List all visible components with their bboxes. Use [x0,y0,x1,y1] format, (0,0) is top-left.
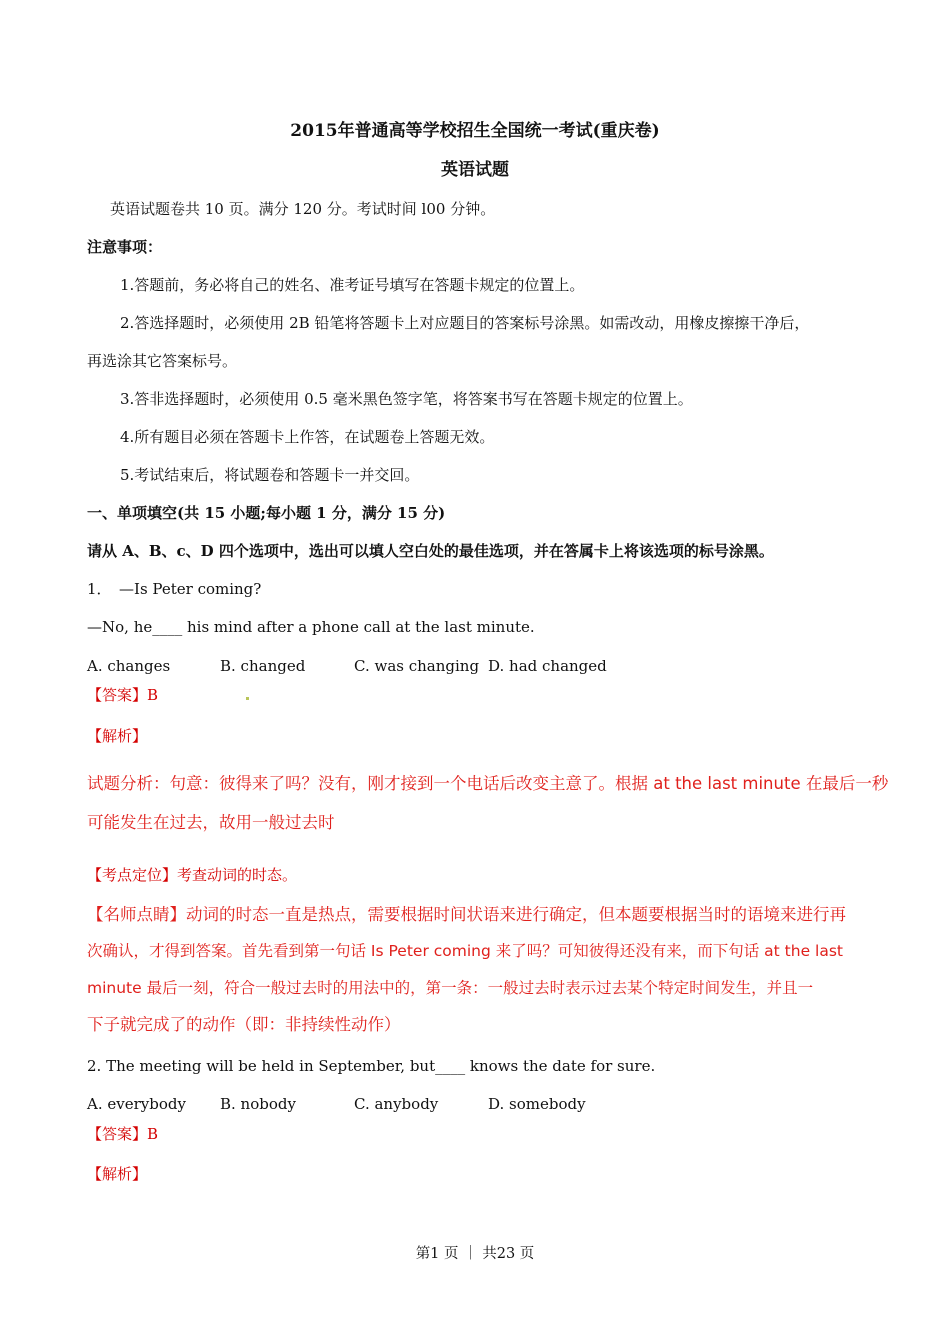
q1-analysis-label: 【解析】 [87,727,148,745]
notice-item: 2.答选择题时，必须使用 2B 铅笔将答题卡上对应题目的答案标号涂黑。如需改动，用橡皮擦擦干净后， [120,314,810,332]
notice-heading: 注意事项： [87,238,163,256]
q1-option-c: C. was changing [354,657,480,675]
q1-analysis-line: 可能发生在过去，故用一般过去时 [87,813,335,832]
notice-item: 5.考试结束后，将试题卷和答题卡一并交回。 [120,466,420,484]
q1-dianjing-line: 【名师点睛】动词的时态一直是热点，需要根据时间状语来进行确定，但本题要根据当时的语境来进行再 [87,905,846,924]
q2-option-a: A. everybody [87,1095,186,1113]
exam-subtitle: 英语试题 [441,160,509,180]
stray-mark [246,697,249,700]
q1-answer: 【答案】B [87,686,159,704]
q1-dianjing-line: minute 最后一刻，符合一般过去时的用法中的，第一条：一般过去时表示过去某个特定时间发生，并且一 [87,979,814,997]
q2-option-d: D. somebody [488,1095,586,1113]
q1-prompt: 1． —Is Peter coming? [87,580,262,598]
q2-answer: 【答案】B [87,1125,159,1143]
section-title: 一、单项填空(共 15 小题;每小题 1 分，满分 15 分) [87,504,446,522]
exam-title: 2015年普通高等学校招生全国统一考试(重庆卷) [290,121,660,141]
q2-option-c: C. anybody [354,1095,439,1113]
q1-analysis-line: 试题分析：句意：彼得来了吗？没有，刚才接到一个电话后改变主意了。根据 at the last minute 在最后一秒 [87,774,889,793]
q2-analysis-label: 【解析】 [87,1165,148,1183]
q1-dianjing-line: 次确认，才得到答案。首先看到第一句话 Is Peter coming 来了吗？可知彼得还没有来，而下句话 at the last [87,942,843,960]
q1-reply: —No, he____ his mind after a phone call at the last minute. [87,618,535,636]
q1-dianjing-line: 下子就完成了的动作（即：非持续性动作） [87,1015,401,1034]
intro-line: 英语试题卷共 10 页。满分 120 分。考试时间 l00 分钟。 [110,200,496,218]
notice-item: 再选涂其它答案标号。 [87,352,238,370]
section-instruction: 请从 A、B、c、D 四个选项中，选出可以填人空白处的最佳选项，并在答属卡上将该选项的标号涂黑。 [87,542,774,560]
q2-option-b: B. nobody [220,1095,296,1113]
q1-option-d: D. had changed [488,657,607,675]
notice-item: 3.答非选择题时，必须使用 0.5 毫米黑色签字笔，将答案书写在答题卡规定的位置上。 [120,390,693,408]
q1-option-a: A. changes [87,657,171,675]
q1-kaodian: 【考点定位】考查动词的时态。 [87,866,298,884]
q2-prompt: 2. The meeting will be held in September, but____ knows the date for sure. [87,1057,656,1075]
notice-item: 4.所有题目必须在答题卡上作答，在试题卷上答题无效。 [120,428,495,446]
notice-item: 1.答题前，务必将自己的姓名、准考证号填写在答题卡规定的位置上。 [120,276,585,294]
q1-option-b: B. changed [220,657,306,675]
page-footer: 第1 页 ｜ 共23 页 [415,1246,535,1262]
